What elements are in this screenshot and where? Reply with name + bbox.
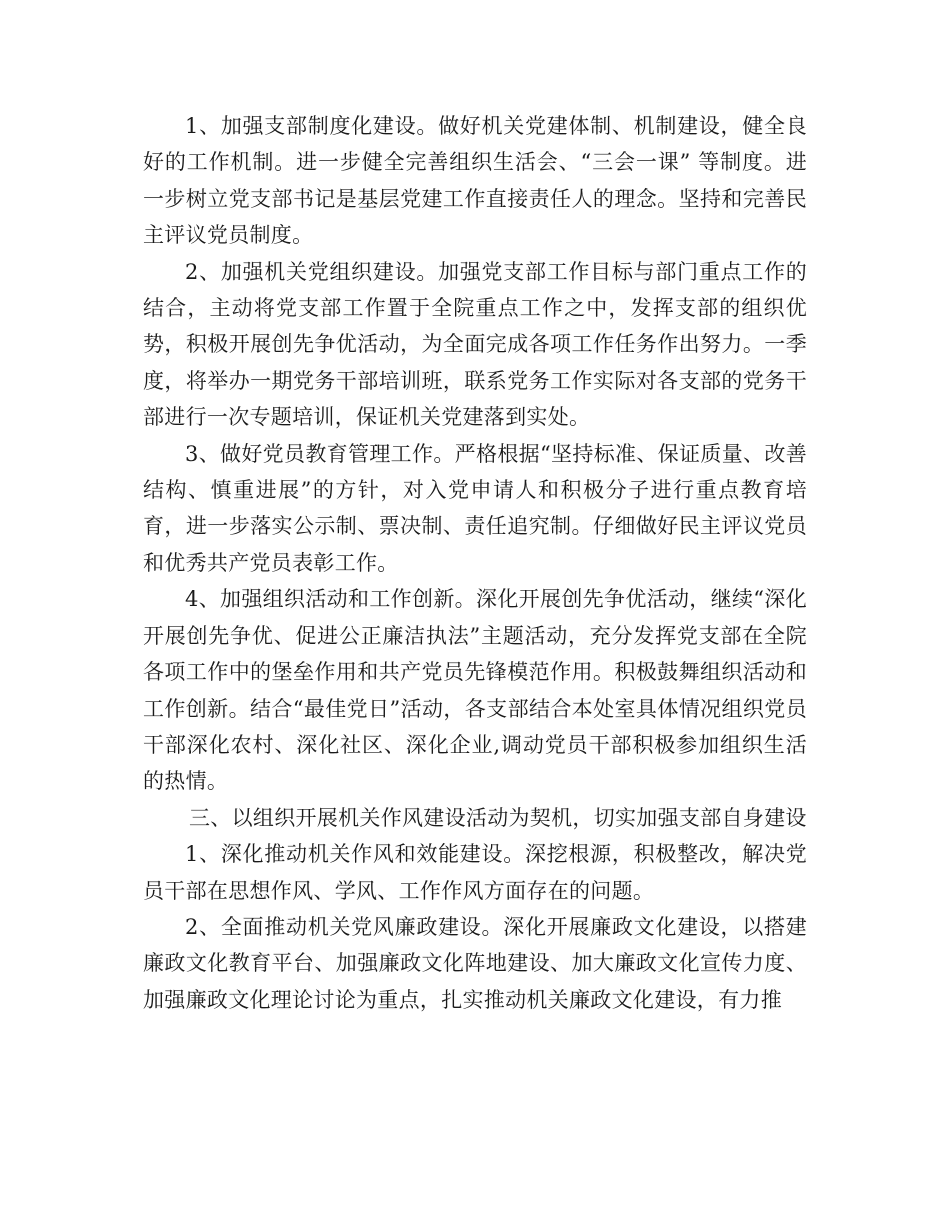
paragraph-6: 2、全面推动机关党风廉政建设。深化开展廉政文化建设，以搭建廉政文化教育平台、加强廉政文化阵地建设、加大廉政文化宣传力度、加强廉政文化理论讨论为重点，扎实推动机关廉政文化建设，有力推 bbox=[143, 914, 807, 1012]
paragraph-3: 3、做好党员教育管理工作。严格根据“坚持标准、保证质量、改善结构、慎重进展”的方针，对入党申请人和积极分子进行重点教育培育，进一步落实公示制、票决制、责任追究制。仔细做好民主评议党员和优秀共产党员表彰工作。 bbox=[143, 441, 807, 575]
paragraph-4: 4、加强组织活动和工作创新。深化开展创先争优活动，继续“深化开展创先争优、促进公正廉洁执法”主题活动，充分发挥党支部在全院各项工作中的堡垒作用和共产党员先锋模范作用。积极鼓舞组织活动和工作创新。结合“最佳党日”活动，各支部结合本处室具体情况组织党员干部深化农村、深化社区、深化企业,调动党员干部积极参加组织生活的热情。 bbox=[143, 587, 807, 794]
document-body bbox=[143, 108, 807, 1018]
paragraph-5: 1、深化推动机关作风和效能建设。深挖根源，积极整改，解决党员干部在思想作风、学风、工作作风方面存在的问题。 bbox=[143, 842, 807, 903]
paragraph-1: 1、加强支部制度化建设。做好机关党建体制、机制建设，健全良好的工作机制。进一步健全完善组织生活会、“三会一课” 等制度。进一步树立党支部书记是基层党建工作直接责任人的理念。坚持和完善民主评议党员制度。 bbox=[143, 114, 807, 248]
section-heading: 三、以组织开展机关作风建设活动为契机，切实加强支部自身建设 bbox=[189, 805, 807, 830]
paragraph-2: 2、加强机关党组织建设。加强党支部工作目标与部门重点工作的结合，主动将党支部工作置于全院重点工作之中，发挥支部的组织优势，积极开展创先争优活动，为全面完成各项工作任务作出努力。一季度，将举办一期党务干部培训班，联系党务工作实际对各支部的党务干部进行一次专题培训，保证机关党建落到实处。 bbox=[143, 259, 807, 430]
